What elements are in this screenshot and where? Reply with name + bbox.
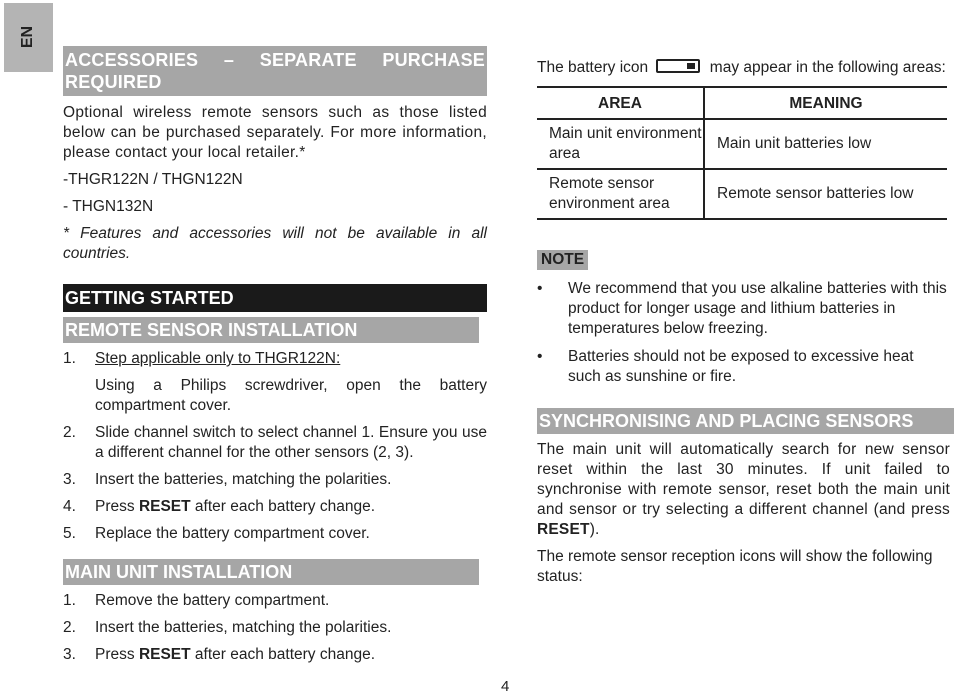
remote-step-4 [63, 497, 487, 517]
note-bullet-text: We recommend that you use alkaline batteries with this product for longer usage and lithium batteries in temperatures below freezing. [568, 280, 947, 337]
getting-started-heading-text: GETTING STARTED [65, 288, 234, 308]
right-column [537, 58, 950, 587]
accessories-footnote: * Features and accessories will not be available in all countries. [63, 225, 487, 262]
main-step-3-pre: Press [95, 646, 139, 663]
language-tab-label: EN [19, 25, 36, 49]
note-bullet-text: Batteries should not be exposed to excessive heat such as sunshine or fire. [568, 348, 914, 385]
battery-table-meaning: Remote sensor batteries low [717, 185, 914, 202]
remote-step-1-text: Using a Philips screwdriver, open the battery compartment cover. [95, 377, 487, 414]
remote-step-2-number: 2. [63, 424, 76, 441]
remote-step-1-number: 1. [63, 350, 76, 367]
remote-step-3-text: Insert the batteries, matching the polarities. [95, 471, 392, 488]
accessories-heading-text: ACCESSORIES – SEPARATE PURCHASE REQUIRED [65, 50, 485, 92]
left-column [63, 46, 487, 665]
main-step-2-text: Insert the batteries, matching the polarities. [95, 619, 392, 636]
battery-table-area: Remote sensor environment area [537, 169, 704, 219]
remote-step-5-text: Replace the battery compartment cover. [95, 525, 370, 542]
sync-paragraph-1-reset: RESET [537, 521, 590, 538]
remote-step-4-number: 4. [63, 498, 76, 515]
main-step-1-number: 1. [63, 592, 76, 609]
battery-intro-pre: The battery icon [537, 59, 649, 76]
bullet-icon: • [537, 348, 543, 365]
sync-paragraph-1-pre: The main unit will automatically search for new sensor reset within the last 30 minutes. If unit failed to synchronise with remote sensor, reset both the main unit and sensor or try selecting a different channel (and press [537, 441, 950, 518]
main-step-3-number: 3. [63, 646, 76, 663]
main-step-3-reset: RESET [138, 646, 191, 663]
remote-step-4-reset: RESET [138, 498, 191, 515]
accessories-model-2: - THGN132N [63, 198, 154, 215]
main-step-1 [63, 591, 487, 611]
sync-heading [537, 408, 954, 434]
remote-step-4-post: after each battery change. [190, 498, 376, 515]
remote-sensor-heading-text: REMOTE SENSOR INSTALLATION [65, 320, 358, 340]
note-label: NOTE [537, 250, 588, 270]
sync-paragraph-1 [537, 440, 950, 540]
battery-low-icon [656, 59, 700, 73]
main-step-2-number: 2. [63, 619, 76, 636]
remote-step-2 [63, 423, 487, 463]
remote-step-1-label: Step applicable only to THGR122N: [95, 350, 341, 367]
sync-heading-text: SYNCHRONISING AND PLACING SENSORS [539, 411, 914, 431]
battery-intro [537, 58, 950, 78]
battery-table [537, 86, 947, 220]
battery-table-meaning: Main unit batteries low [717, 135, 872, 152]
bullet-icon: • [537, 280, 543, 297]
note-bullet [537, 279, 950, 339]
language-tab [4, 3, 53, 72]
battery-table-row [537, 169, 947, 219]
accessories-intro: Optional wireless remote sensors such as those listed below can be purchased separately. For more information, please contact your local retailer.* [63, 104, 487, 161]
main-unit-heading-text: MAIN UNIT INSTALLATION [65, 562, 293, 582]
note-bullet [537, 347, 950, 387]
main-step-3 [63, 645, 487, 665]
remote-step-5 [63, 524, 487, 544]
main-step-1-text: Remove the battery compartment. [95, 592, 330, 609]
page-number: 4 [501, 678, 510, 695]
remote-step-5-number: 5. [63, 525, 76, 542]
remote-step-4-pre: Press [95, 498, 139, 515]
battery-table-row [537, 119, 947, 169]
note-bullets [537, 279, 950, 387]
remote-step-3 [63, 470, 487, 490]
accessories-model-1: -THGR122N / THGN122N [63, 171, 243, 188]
remote-step-1 [63, 349, 487, 416]
sync-paragraph-2: The remote sensor reception icons will show the following status: [537, 548, 933, 585]
remote-step-2-text: Slide channel switch to select channel 1. Ensure you use a different channel for the other sensors (2, 3). [95, 424, 487, 461]
main-step-2 [63, 618, 487, 638]
remote-sensor-steps [63, 349, 487, 544]
main-unit-steps [63, 591, 487, 665]
sync-paragraph-1-post: ). [589, 521, 600, 538]
battery-intro-post: may appear in the following areas: [709, 59, 946, 76]
battery-table-header-meaning: MEANING [789, 95, 863, 112]
getting-started-heading [63, 284, 487, 312]
remote-sensor-heading [63, 317, 479, 343]
battery-table-area: Main unit environment area [537, 119, 704, 169]
battery-table-header-area: AREA [537, 87, 704, 119]
remote-step-3-number: 3. [63, 471, 76, 488]
main-step-3-post: after each battery change. [190, 646, 376, 663]
main-unit-heading [63, 559, 479, 585]
accessories-heading [63, 46, 487, 96]
